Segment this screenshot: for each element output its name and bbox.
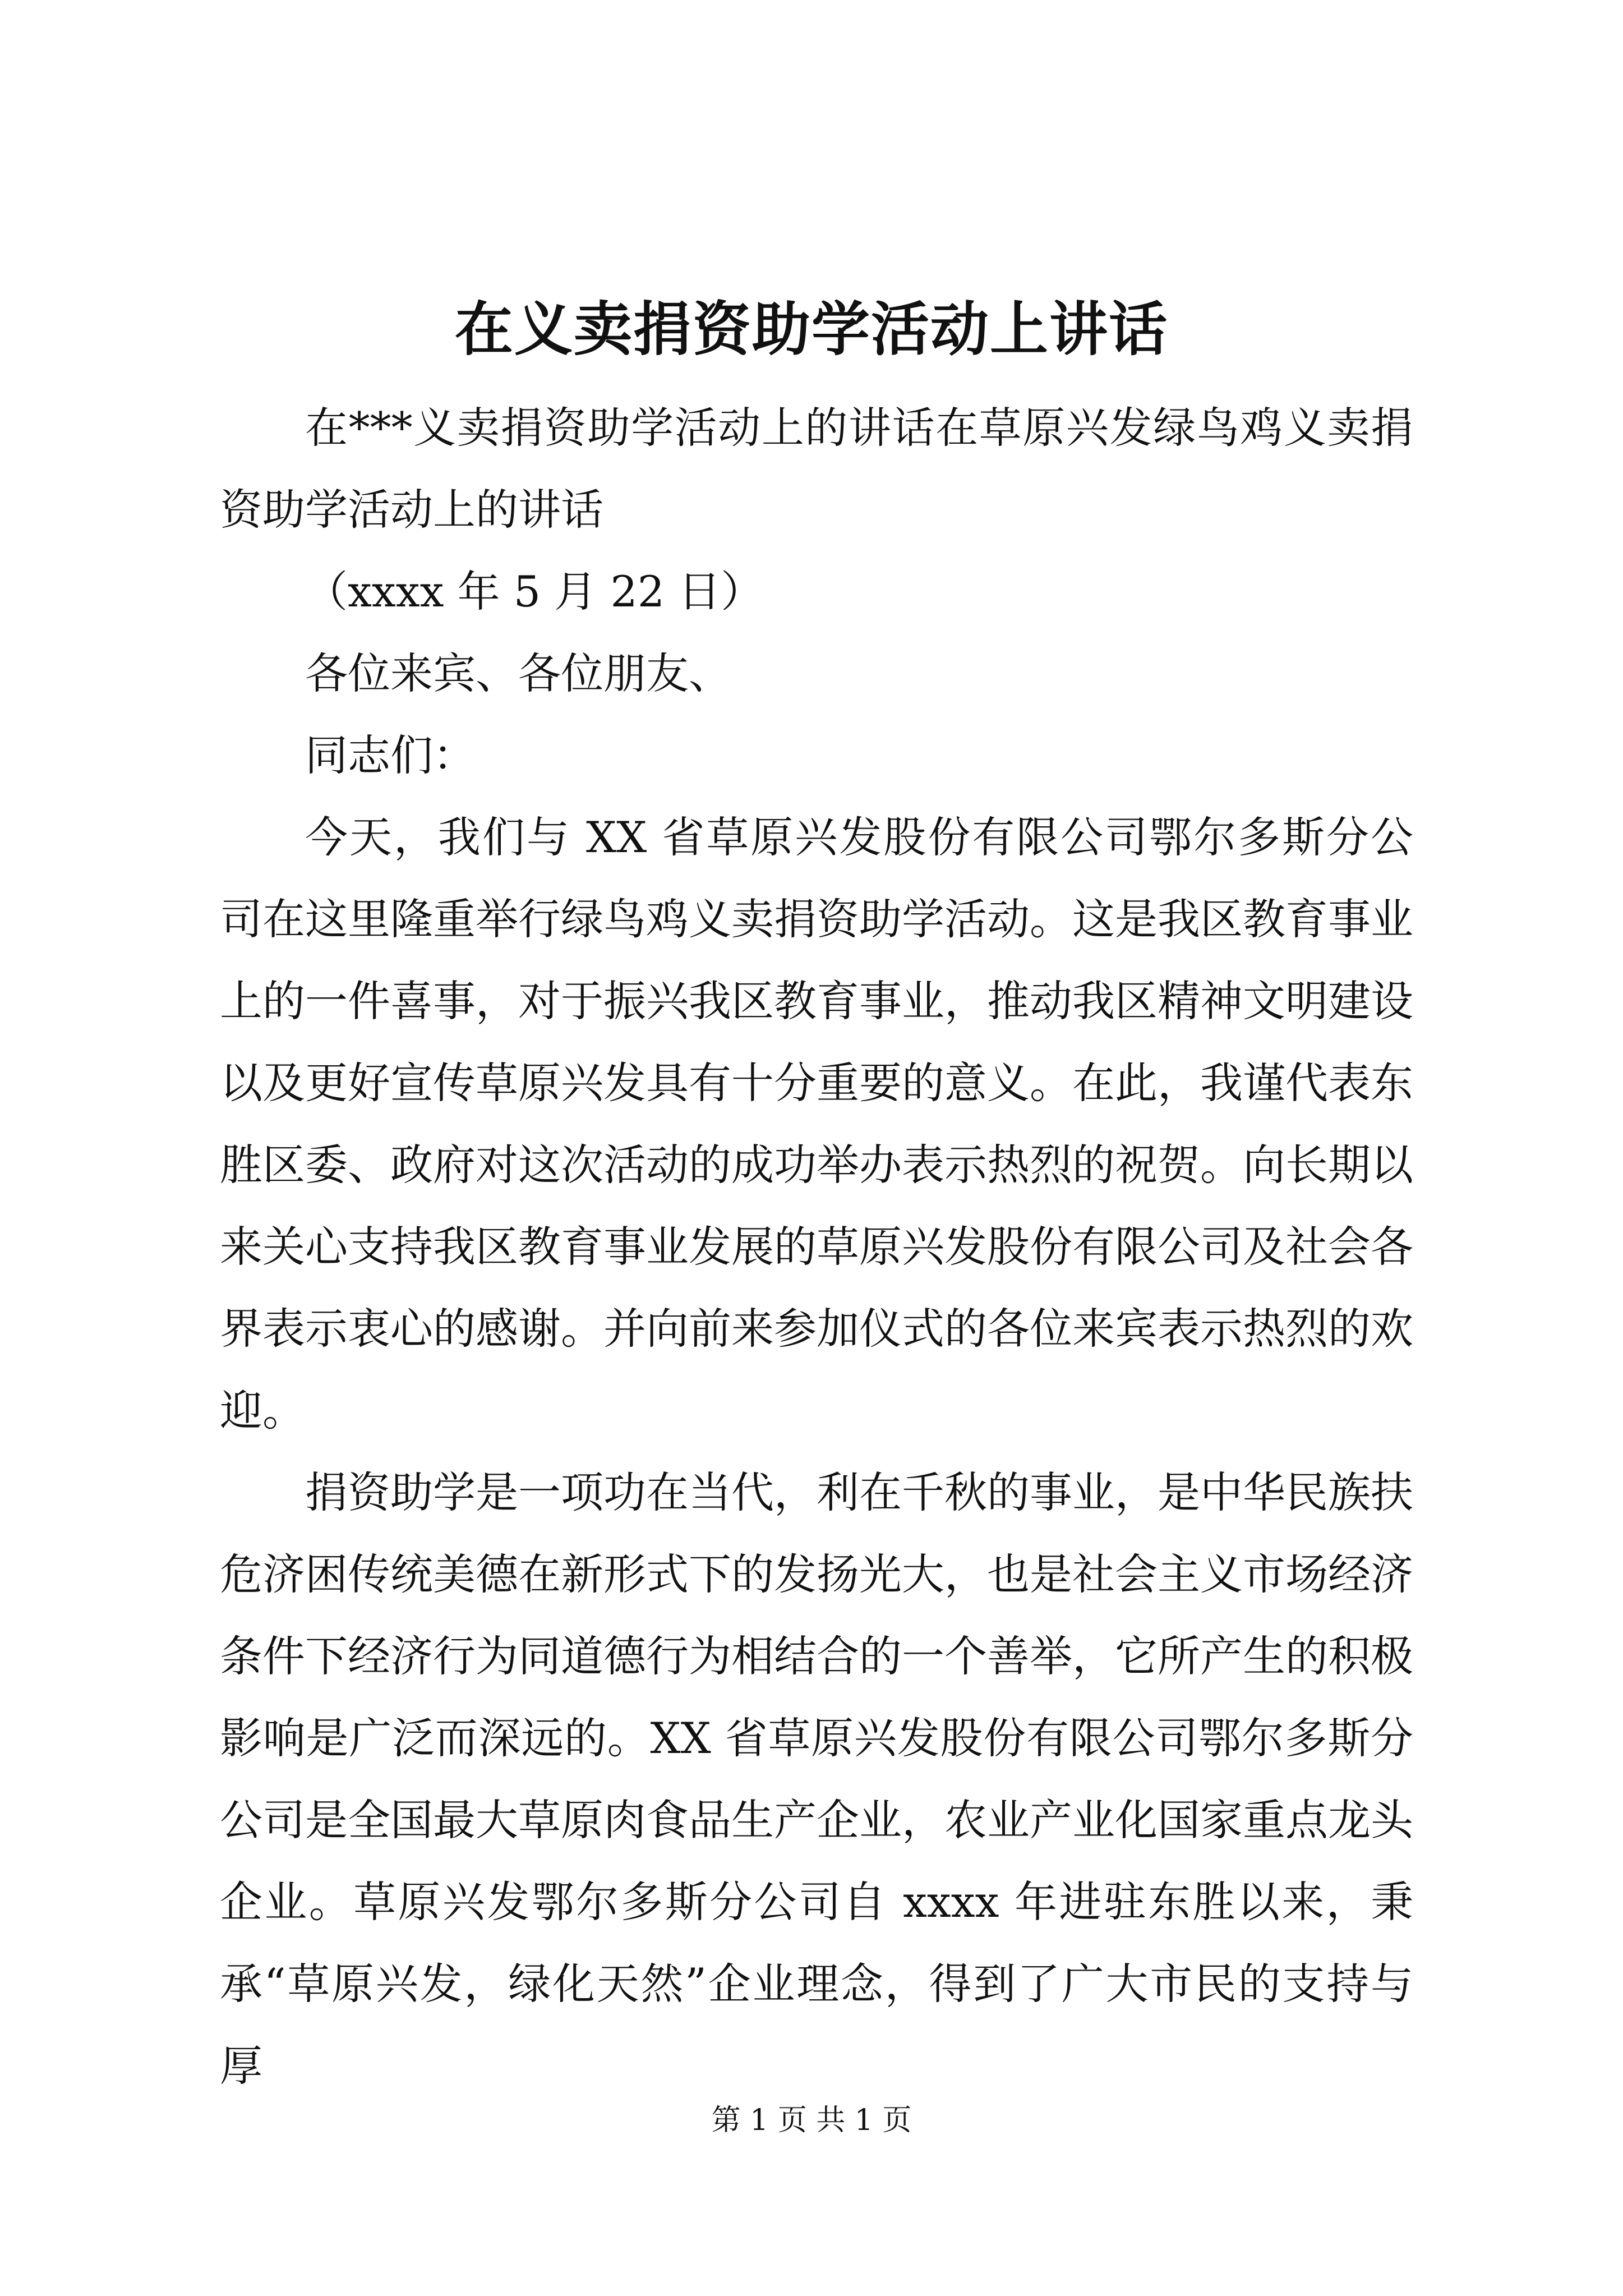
paragraph-main: 捐资助学是一项功在当代，利在千秋的事业，是中华民族扶危济困传统美德在新形式下的发扬光大，也是社会主义市场经济条件下经济行为同道德行为相结合的一个善举，它所产生的积极影响是广泛而深远的。XX 省草原兴发股份有限公司鄂尔多斯分公司是全国最大草原肉食品生产企业，农业产业化国家重点龙头企业。草原兴发鄂尔多斯分公司自 xxxx 年进驻东胜以来，秉承“草原兴发，绿化天然”企业理念，得到了广大市民的支持与厚: [220, 1467, 1413, 2091]
paragraph-date: （xxxx 年 5 月 22 日）: [305, 567, 764, 616]
paragraph-salutation: 各位来宾、各位朋友、: [305, 648, 731, 698]
page-footer: 第 1 页 共 1 页: [711, 2104, 912, 2137]
paragraph-heading-line: 在***义卖捐资助学活动上的讲话在草原兴发绿鸟鸡义卖捐资助学活动上的讲话: [220, 403, 1413, 535]
document-body: [220, 387, 1413, 2107]
document-title: 在义卖捐资助学活动上讲话: [454, 295, 1168, 364]
paragraph-opening: 今天，我们与 XX 省草原兴发股份有限公司鄂尔多斯分公司在这里隆重举行绿鸟鸡义卖捐资助学活动。这是我区教育事业上的一件喜事，对于振兴我区教育事业，推动我区精神文明建设以及更好宣传草原兴发具有十分重要的意义。在此，我谨代表东胜区委、政府对这次活动的成功举办表示热烈的祝贺。向长期以来关心支持我区教育事业发展的草原兴发股份有限公司及社会各界表示衷心的感谢。并向前来参加仪式的各位来宾表示热烈的欢迎。: [220, 812, 1413, 1435]
paragraph-salutation-continued: 同志们：: [305, 730, 476, 780]
